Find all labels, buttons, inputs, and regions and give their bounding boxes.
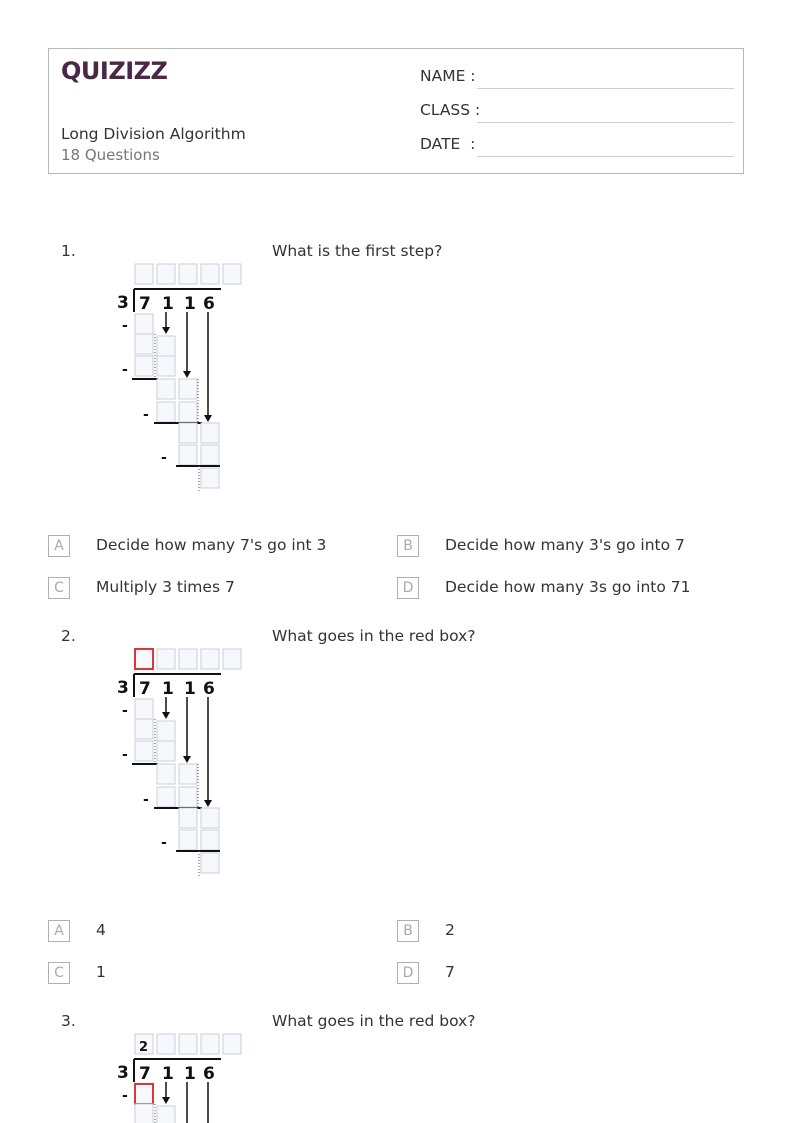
quotient-cell — [223, 264, 241, 284]
question-3-number: 3. — [61, 1012, 76, 1030]
work-cell — [157, 764, 175, 784]
option-b-box[interactable]: B — [397, 920, 419, 942]
work-cell — [201, 445, 219, 465]
option-a-box[interactable]: A — [48, 920, 70, 942]
work-cell — [179, 445, 197, 465]
quotient-cell — [135, 264, 153, 284]
option-d-text[interactable]: 7 — [445, 963, 455, 981]
worksheet-header — [48, 48, 744, 174]
dividend-digit: 1 — [162, 1064, 174, 1084]
work-cell — [157, 787, 175, 807]
work-cell — [135, 1104, 153, 1123]
dividend-digit: 1 — [184, 1064, 196, 1084]
quotient-cell — [157, 649, 175, 669]
quizizz-logo: QUIZIZZ — [61, 57, 168, 85]
question-2-diagram — [108, 647, 258, 882]
dividend-digit: 6 — [203, 294, 215, 314]
work-cell — [157, 356, 175, 376]
worksheet-title: Long Division Algorithm — [61, 125, 246, 143]
diagram-content — [117, 649, 241, 877]
quotient-cell — [179, 264, 197, 284]
work-cell — [179, 787, 197, 807]
dividend-digit: 7 — [139, 294, 151, 314]
work-cell — [135, 334, 153, 354]
work-cell — [179, 402, 197, 422]
option-b-text[interactable]: 2 — [445, 921, 455, 939]
work-cell — [135, 741, 153, 761]
minus-sign: - — [122, 1088, 128, 1104]
option-c-text[interactable]: 1 — [96, 963, 106, 981]
dividend-digit: 1 — [184, 679, 196, 699]
quotient-cell — [157, 1034, 175, 1054]
minus-sign: - — [143, 407, 149, 423]
minus-sign: - — [161, 835, 167, 851]
divisor-digit: 3 — [117, 293, 129, 313]
quotient-cell — [179, 1034, 197, 1054]
question-1-text: What is the first step? — [272, 242, 443, 260]
question-2-number: 2. — [61, 627, 76, 645]
arrow-head — [183, 371, 191, 378]
work-cell — [135, 699, 153, 719]
dividend-digit: 6 — [203, 679, 215, 699]
arrow-head — [162, 327, 170, 334]
work-cell — [157, 741, 175, 761]
quotient-cell — [223, 649, 241, 669]
dividend-digit: 1 — [162, 679, 174, 699]
arrow-head — [162, 1097, 170, 1104]
dividend-digit: 7 — [139, 679, 151, 699]
option-c-text[interactable]: Multiply 3 times 7 — [96, 578, 235, 596]
arrow-head — [204, 800, 212, 807]
name-field[interactable] — [420, 67, 734, 91]
dividend-digit: 6 — [203, 1064, 215, 1084]
quotient-cell — [135, 649, 153, 669]
quotient-cell — [157, 264, 175, 284]
minus-sign: - — [143, 792, 149, 808]
option-b-box[interactable]: B — [397, 535, 419, 557]
work-cell — [157, 1106, 175, 1123]
quotient-digit: 2 — [139, 1040, 149, 1055]
work-cell — [179, 764, 197, 784]
work-cell — [135, 356, 153, 376]
work-cell — [179, 808, 197, 828]
divisor-digit: 3 — [117, 1063, 129, 1083]
option-d-box[interactable]: D — [397, 577, 419, 599]
question-2-text: What goes in the red box? — [272, 627, 476, 645]
date-field[interactable] — [420, 135, 734, 159]
quotient-cell — [201, 1034, 219, 1054]
work-cell — [201, 853, 219, 873]
name-label: NAME : — [420, 67, 476, 85]
option-a-text[interactable]: 4 — [96, 921, 106, 939]
class-field[interactable] — [420, 101, 734, 125]
arrow-head — [183, 756, 191, 763]
work-cell — [135, 719, 153, 739]
question-1-diagram — [108, 262, 258, 497]
divisor-digit: 3 — [117, 678, 129, 698]
date-line[interactable] — [477, 156, 734, 157]
option-b-text[interactable]: Decide how many 3's go into 7 — [445, 536, 685, 554]
option-a-box[interactable]: A — [48, 535, 70, 557]
question-count: 18 Questions — [61, 146, 160, 164]
minus-sign: - — [161, 450, 167, 466]
work-cell — [179, 379, 197, 399]
quotient-cell — [223, 1034, 241, 1054]
dividend-digit: 1 — [162, 294, 174, 314]
question-3-text: What goes in the red box? — [272, 1012, 476, 1030]
work-cell — [201, 830, 219, 850]
quotient-cell — [201, 649, 219, 669]
work-cell — [135, 1084, 153, 1104]
option-d-box[interactable]: D — [397, 962, 419, 984]
minus-sign: - — [122, 747, 128, 763]
work-cell — [179, 830, 197, 850]
diagram-content — [117, 1034, 241, 1123]
work-cell — [157, 336, 175, 356]
work-cell — [201, 423, 219, 443]
name-line[interactable] — [477, 88, 734, 89]
dividend-digit: 7 — [139, 1064, 151, 1084]
question-1-number: 1. — [61, 242, 76, 260]
work-cell — [201, 808, 219, 828]
minus-sign: - — [122, 703, 128, 719]
class-line[interactable] — [477, 122, 734, 123]
work-cell — [135, 314, 153, 334]
quotient-cell — [201, 264, 219, 284]
option-a-text[interactable]: Decide how many 7's go int 3 — [96, 536, 327, 554]
option-c-box[interactable]: C — [48, 577, 70, 599]
question-3-diagram — [108, 1032, 258, 1123]
work-cell — [157, 402, 175, 422]
dividend-digit: 1 — [184, 294, 196, 314]
diagram-content — [117, 264, 241, 492]
minus-sign: - — [122, 318, 128, 334]
work-cell — [157, 721, 175, 741]
arrow-head — [162, 712, 170, 719]
minus-sign: - — [122, 362, 128, 378]
work-cell — [179, 423, 197, 443]
option-c-box[interactable]: C — [48, 962, 70, 984]
quotient-cell — [179, 649, 197, 669]
date-label: DATE : — [420, 135, 476, 153]
work-cell — [201, 468, 219, 488]
work-cell — [157, 379, 175, 399]
arrow-head — [204, 415, 212, 422]
class-label: CLASS : — [420, 101, 481, 119]
option-d-text[interactable]: Decide how many 3s go into 71 — [445, 578, 691, 596]
